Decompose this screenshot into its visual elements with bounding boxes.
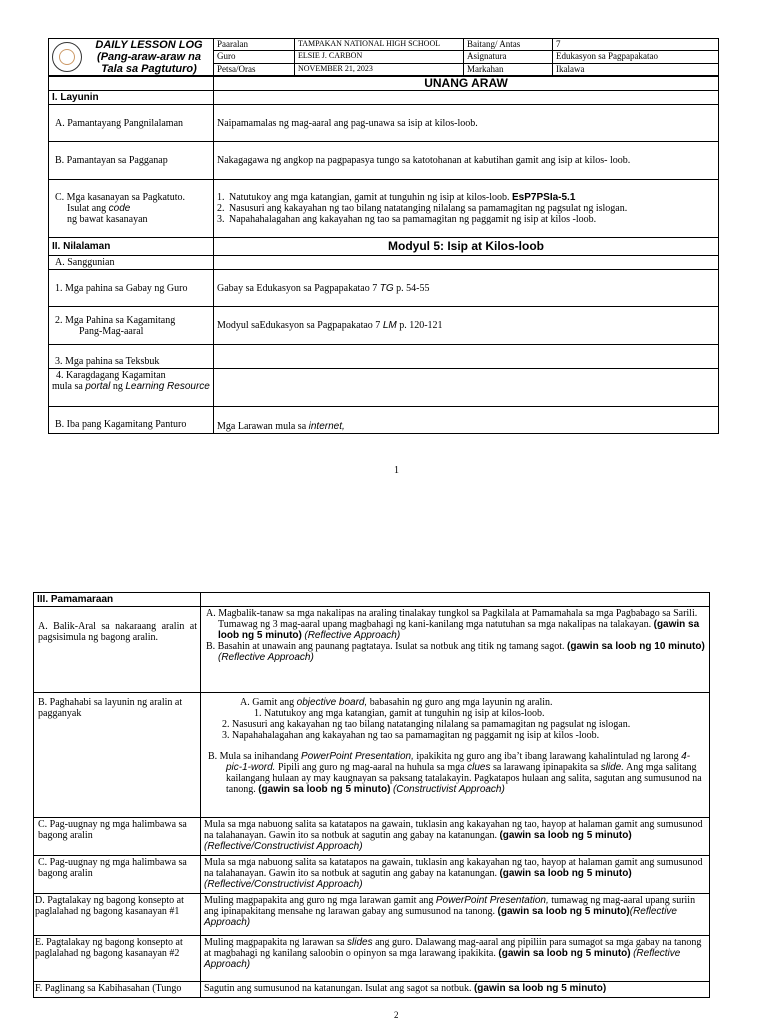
unang-araw-heading: UNANG ARAW <box>214 77 719 91</box>
guro-value: ELSIE J. CARBON <box>295 51 464 63</box>
markahan-value: Ikalawa <box>553 63 719 75</box>
pamantayan-sa-pagganap-label: B. Pamantayan sa Pagganap <box>49 142 214 180</box>
page-2 <box>0 590 768 1024</box>
paaralan-label: Paaralan <box>214 39 295 51</box>
layunin-heading: I. Layunin <box>49 91 214 105</box>
kasanayan-list <box>214 180 719 238</box>
objective-item: 1. Natutukoy ang mga katangian, gamit at tunguhin ng isip at kilos-loob. <box>254 708 545 719</box>
pamantayang-pangnilalaman-label: A. Pamantayang Pangnilalaman <box>49 105 214 142</box>
pagtalakay-1-label: D. Pagtalakay ng bagong konsepto at paglalahad ng bagong kasanayan #1 <box>34 894 201 936</box>
kagamitang-pang-mag-aaral-label: 2. Mga Pahina sa Kagamitang Pang-Mag-aaral <box>49 307 214 345</box>
iba-pang-kagamitan-label: B. Iba pang Kagamitang Panturo <box>49 407 214 434</box>
markahan-label: Markahan <box>464 63 553 75</box>
balik-aral-content: A. Magbalik-tanaw sa mga nakalipas na araling tinalakay tungkol sa Pagkilala at Pamamahala sa mga Pagbabago sa Sarili. Tumawag ng 3 mag-aaral upang magbahagi ng kani-kanilang mga natutuhan sa mga nakalipas na talakayan. (gawin sa loob ng 5 minuto) (Reflective Approach) B. Basahin at unawain ang paunang pagtataya. Isulat sa notbuk ang titik ng tamang sagot. (gawin sa loob ng 10 minuto) (Reflective Approach) <box>201 607 710 693</box>
pag-uugnay-content: Mula sa mga nabuong salita sa katatapos na gawain, tuklasin ang kakayahan ng tao, hayop at halaman gamit ang sumusunod na talahanayan. Gawin ito sa notbuk at sagutin ang gabay na katanungan. (gawin sa loob ng 5 minuto) (Reflective/Constructivist Approach) <box>201 856 710 894</box>
kasanayan-label-line-2: Isulat ang <box>67 203 107 214</box>
kagamitang-pang-mag-aaral-value: Modyul saEdukasyon sa Pagpapakatao 7 LM p. 120-121 <box>214 307 719 345</box>
pag-uugnay-label: C. Pag-uugnay ng mga halimbawa sa bagong aralin <box>34 818 201 856</box>
title-line-3: Tala sa Pagtuturo) <box>101 63 197 75</box>
title-line-1: DAILY LESSON LOG <box>95 39 203 51</box>
asignatura-label: Asignatura <box>464 51 553 63</box>
pamamaraan-heading: III. Pamamaraan <box>34 593 201 607</box>
kasanayan-item: 3. Napahahalagahan ang kakayahan ng tao sa pamamagitan ng paggamit ng isip at kilos -loob. <box>217 214 597 225</box>
teksbuk-label: 3. Mga pahina sa Teksbuk <box>49 345 214 369</box>
objective-item: 2. Nasusuri ang kakayahan ng tao bilang natatanging nilalang sa pamamagitan ng pagsulat ng islogan. <box>222 719 631 730</box>
kasanayan-item: 1. Natutukoy ang mga katangian, gamit at tunguhin ng isip at kilos-loob. EsP7PSIa-5.1 <box>217 192 576 203</box>
paaralan-value: TAMPAKAN NATIONAL HIGH SCHOOL <box>295 39 464 51</box>
deped-seal-logo <box>52 42 82 72</box>
kasanayan-code: EsP7PSIa-5.1 <box>512 192 576 203</box>
paghahabi-label: B. Paghahabi sa layunin ng aralin at pagganyak <box>34 693 201 818</box>
modyul-title: Modyul 5: Isip at Kilos-loob <box>214 238 719 256</box>
kasanayan-label-line-3: ng bawat kasanayan <box>67 214 148 225</box>
pag-uugnay-content: Mula sa mga nabuong salita sa katatapos na gawain, tuklasin ang kakayahan ng tao, hayop at halaman gamit ang sumusunod na talahanayan. Gawin ito sa notbuk at sagutin ang gabay na katanungan. (gawin sa loob ng 5 minuto) (Reflective/Constructivist Approach) <box>201 818 710 856</box>
petsa-label: Petsa/Oras <box>214 63 295 75</box>
page-1 <box>0 0 768 476</box>
paghahabi-content: A. Gamit ang objective board, babasahin ng guro ang mga layunin ng aralin. 1. Natutukoy ang mga katangian, gamit at tunguhin ng isip at kilos-loob. 2. Nasusuri ang kakayahan ng tao bilang natatanging nilalang sa pamamagitan ng pagsulat ng islogan. 3. Napahahalagahan ang kakayahan ng tao sa pamamagitan ng paggamit ng isip at kilos -loob. B. Mula sa inihandang PowerPoint Presentation, ipakikita ng guro ang iba’t ibang larawang kahalintulad ng larong 4-pic-1-word. Pipili ang guro ng mag-aaral na huhula sa mga clues sa larawang ipinapakita sa slide. Ang mga salitang kailangang hulaan ay may kaugnayan sa paksang tatalakayin. Pagkatapos hulaan ang salita, sagutan ang sumusunod na tanong. (gawin sa loob ng 5 minuto) (Constructivist Approach) <box>201 693 710 818</box>
karagdagang-kagamitan-label: 4. Karagdagang Kagamitan mula sa portal ng Learning Resource <box>49 369 214 407</box>
nilalaman-heading: II. Nilalaman <box>49 238 214 256</box>
sanggunian-label: A. Sanggunian <box>49 256 214 270</box>
kasanayan-item: 2. Nasusuri ang kakayahan ng tao bilang natatanging nilalang sa pamamagitan ng pagsulat ng islogan. <box>217 203 628 214</box>
baitang-value: 7 <box>553 39 719 51</box>
pamamaraan-table <box>33 592 710 998</box>
kasanayan-label-code: code <box>108 203 131 214</box>
title-line-2: (Pang-araw-araw na <box>97 51 201 63</box>
kasanayan-label-line-1: C. Mga kasanayan sa Pagkatuto. <box>55 192 185 203</box>
iba-pang-kagamitan-value: Mga Larawan mula sa internet, <box>214 407 719 434</box>
page-number-2: 2 <box>394 1010 399 1020</box>
pamantayan-sa-pagganap-value: Nakagagawa ng angkop na pagpapasya tungo sa katotohanan at kabutihan gamit ang isip at kilos- loob. <box>214 142 719 180</box>
lesson-log-header-table <box>48 38 719 76</box>
pag-uugnay-label: C. Pag-uugnay ng mga halimbawa sa bagong aralin <box>34 856 201 894</box>
objective-item: 3. Napahahalagahan ang kakayahan ng tao sa pamamagitan ng paggamit ng isip at kilos -loob. <box>222 730 600 741</box>
balik-aral-label: A. Balik-Aral sa nakaraang aralin at pagsisimula ng bagong aralin. <box>34 607 201 693</box>
paglinang-content: Sagutin ang sumusunod na katanungan. Isulat ang sagot sa notbuk. (gawin sa loob ng 5 minuto) <box>201 982 710 998</box>
paglinang-label: F. Paglinang sa Kabihasahan (Tungo <box>34 982 201 998</box>
pamantayang-pangnilalaman-value: Naipamamalas ng mag-aaral ang pag-unawa sa isip at kilos-loob. <box>214 105 719 142</box>
pagtalakay-2-label: E. Pagtalakay ng bagong konsepto at paglalahad ng bagong kasanayan #2 <box>34 936 201 982</box>
pagtalakay-2-content: Muling magpapakita ng larawan sa slides ang guro. Dalawang mag-aaral ang pipiliin para sumagot sa mga gabay na tanong at magbahagi ng kanilang saloobin o opinyon sa mga larawang ipakikita. (gawin sa loob ng 5 minuto) (Reflective Approach) <box>201 936 710 982</box>
petsa-value: NOVEMBER 21, 2023 <box>295 63 464 75</box>
pagtalakay-1-content: Muling magpapakita ang guro ng mga larawan gamit ang PowerPoint Presentation, tumawag ng mag-aaral upang suriin ang ipinapakitang mensahe ng larawan gabay ang sumusunod na tanong. (gawin sa loob ng 5 minuto)(Reflective Approach) <box>201 894 710 936</box>
lesson-log-body-table <box>48 76 719 434</box>
kasanayan-label <box>49 180 214 238</box>
page-number-1: 1 <box>394 465 399 476</box>
baitang-label: Baitang/ Antas <box>464 39 553 51</box>
gabay-ng-guro-label: 1. Mga pahina sa Gabay ng Guro <box>49 270 214 307</box>
gabay-ng-guro-value: Gabay sa Edukasyon sa Pagpapakatao 7 TG p. 54-55 <box>214 270 719 307</box>
asignatura-value: Edukasyon sa Pagpapakatao <box>553 51 719 63</box>
guro-label: Guro <box>214 51 295 63</box>
